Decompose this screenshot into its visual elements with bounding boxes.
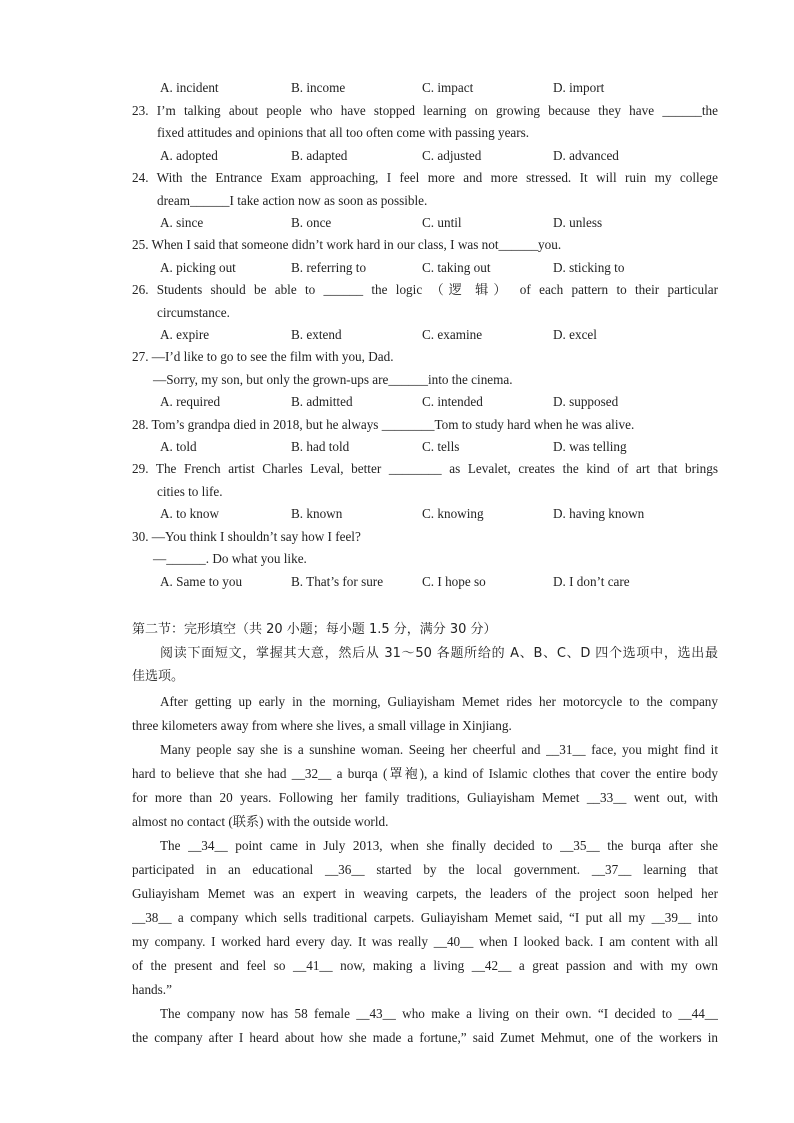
passage-line: participated in an educational __36__ started by the local government. __37__ learning that — [132, 862, 718, 877]
option-a[interactable]: A. since — [160, 215, 204, 230]
question-text: circumstance. — [157, 305, 230, 320]
passage-paragraph — [132, 834, 718, 1002]
question-text: 27. —I’d like to go to see the film with you, Dad. — [132, 349, 394, 364]
option-d[interactable]: D. unless — [553, 215, 603, 230]
passage-paragraph — [132, 1002, 718, 1050]
option-d[interactable]: D. sticking to — [553, 260, 625, 275]
option-c[interactable]: C. impact — [422, 80, 474, 95]
passage-line: Many people say she is a sunshine woman. Seeing her cheerful and __31__ face, you might find it — [160, 742, 718, 757]
option-a[interactable]: A. incident — [160, 80, 219, 95]
option-d[interactable]: D. advanced — [553, 148, 619, 163]
option-b[interactable]: B. admitted — [291, 394, 353, 409]
option-d[interactable]: D. I don’t care — [553, 574, 630, 589]
question-text: 23. I’m talking about people who have stopped learning on growing because they have ______the — [132, 103, 718, 118]
question-text: cities to life. — [157, 484, 223, 499]
option-c[interactable]: C. knowing — [422, 506, 484, 521]
passage-paragraph — [132, 690, 718, 738]
passage-line: Guliayisham Memet was an expert in weaving carpets, the leaders of the project soon helped her — [132, 886, 718, 901]
passage-line: for more than 20 years. Following her family traditions, Guliayisham Memet __33__ went out, with — [132, 790, 718, 805]
option-c[interactable]: C. I hope so — [422, 574, 486, 589]
section-instruction: 阅读下面短文，掌握其大意，然后从 31～50 各题所给的 A、B、C、D 四个选项中，选出最 — [160, 646, 718, 661]
option-d[interactable]: D. was telling — [553, 439, 627, 454]
option-d[interactable]: D. having known — [553, 506, 645, 521]
option-b[interactable]: B. income — [291, 80, 346, 95]
question-text: 28. Tom’s grandpa died in 2018, but he always ________Tom to study hard when he was alive. — [132, 417, 635, 432]
option-a[interactable]: A. Same to you — [160, 574, 243, 589]
option-a[interactable]: A. adopted — [160, 148, 218, 163]
option-b[interactable]: B. That’s for sure — [291, 574, 384, 589]
passage-line: The company now has 58 female __43__ who make a living on their own. “I decided to __44__ — [160, 1006, 718, 1021]
passage-line: After getting up early in the morning, Guliayisham Memet rides her motorcycle to the company — [160, 694, 718, 709]
option-c[interactable]: C. examine — [422, 327, 483, 342]
passage-line: almost no contact (联系) with the outside world. — [132, 814, 389, 829]
option-b[interactable]: B. extend — [291, 327, 342, 342]
option-c[interactable]: C. taking out — [422, 260, 491, 275]
option-b[interactable]: B. once — [291, 215, 332, 230]
question-text: 26. Students should be able to ______ the logic （逻 辑） of each pattern to their particular — [132, 282, 718, 297]
question-text: 29. The French artist Charles Leval, better ________ as Levalet, creates the kind of art that brings — [132, 461, 718, 476]
question-text: —______. Do what you like. — [153, 551, 307, 566]
passage-line: The __34__ point came in July 2013, when she finally decided to __35__ the burqa after she — [160, 838, 718, 853]
option-a[interactable]: A. told — [160, 439, 197, 454]
question-text: dream______I take action now as soon as possible. — [157, 193, 428, 208]
option-a[interactable]: A. expire — [160, 327, 210, 342]
section-heading: 第二节：完形填空（共 20 小题；每小题 1.5 分，满分 30 分） — [132, 622, 497, 637]
option-d[interactable]: D. supposed — [553, 394, 619, 409]
option-d[interactable]: D. import — [553, 80, 605, 95]
passage-line: the company after I heard about how she made a fortune,” said Zumet Mehmut, one of the workers in — [132, 1030, 718, 1045]
option-a[interactable]: A. to know — [160, 506, 219, 521]
option-c[interactable]: C. adjusted — [422, 148, 482, 163]
option-c[interactable]: C. until — [422, 215, 462, 230]
question-text: —Sorry, my son, but only the grown-ups are______into the cinema. — [153, 372, 513, 387]
passage-line: of the present and feel so __41__ now, making a living __42__ a great passion and with my own — [132, 958, 718, 973]
option-b[interactable]: B. had told — [291, 439, 350, 454]
option-c[interactable]: C. intended — [422, 394, 483, 409]
passage-line: __38__ a company which sells traditional carpets. Guliayisham Memet said, “I put all my __39__ into — [132, 910, 718, 925]
option-a[interactable]: A. picking out — [160, 260, 236, 275]
passage-line: three kilometers away from where she lives, a small village in Xinjiang. — [132, 718, 512, 733]
option-b[interactable]: B. referring to — [291, 260, 367, 275]
passage-line: hard to believe that she had __32__ a burqa (罩袍), a kind of Islamic clothes that cover the entire body — [132, 766, 718, 781]
passage-line: hands.” — [132, 982, 172, 997]
section-instruction: 佳选项。 — [132, 669, 185, 684]
passage-line: my company. I worked hard every day. It was really __40__ when I looked back. I am content with all — [132, 934, 718, 949]
question-text: 25. When I said that someone didn’t work hard in our class, I was not______you. — [132, 237, 562, 252]
option-a[interactable]: A. required — [160, 394, 221, 409]
question-text: fixed attitudes and opinions that all too often come with passing years. — [157, 125, 530, 140]
option-d[interactable]: D. excel — [553, 327, 597, 342]
question-text: 30. —You think I shouldn’t say how I feel? — [132, 529, 361, 544]
option-b[interactable]: B. adapted — [291, 148, 348, 163]
passage-paragraph — [132, 738, 718, 834]
option-b[interactable]: B. known — [291, 506, 343, 521]
option-c[interactable]: C. tells — [422, 439, 460, 454]
question-text: 24. With the Entrance Exam approaching, I feel more and more stressed. It will ruin my college — [132, 170, 718, 185]
